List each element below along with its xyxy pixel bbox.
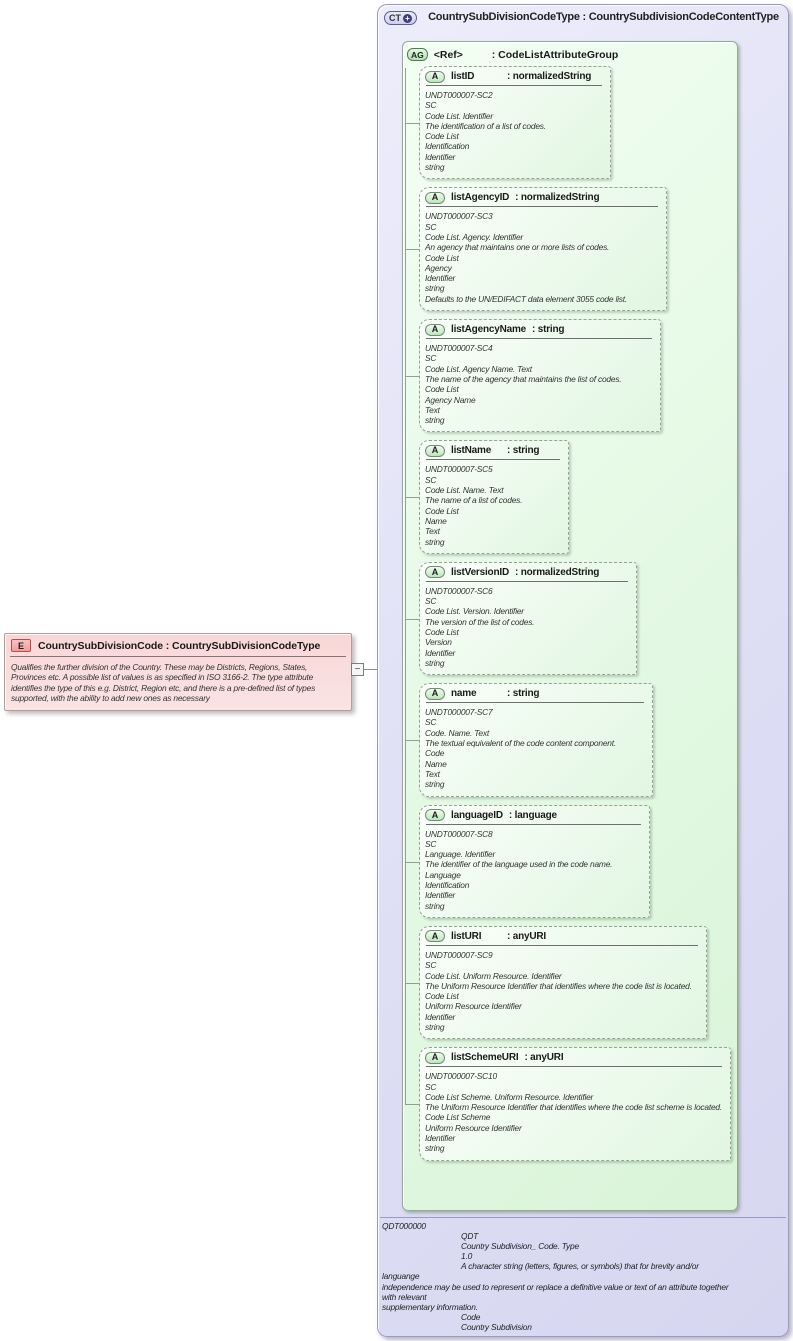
attribute-detail-line: Name (425, 515, 447, 526)
attribute-icon: A (425, 192, 445, 204)
attribute-detail-line: Code List. Uniform Resource. Identifier (425, 970, 562, 981)
tree-connector-stub (405, 376, 419, 377)
attribute-detail-line: Identifier (425, 1011, 456, 1022)
attribute-detail-line: UNDT000007-SC6 (425, 585, 493, 596)
attribute-detail-line: Agency Name (425, 394, 476, 405)
attribute-detail-line: Language. Identifier (425, 849, 496, 860)
attribute-detail-line: Code List (425, 131, 459, 142)
attribute-name: listAgencyID (451, 192, 510, 204)
attribute-group-box[interactable] (402, 41, 738, 1211)
attribute-detail-line: Code List. Name. Text (425, 485, 504, 496)
attribute-detail-line: string (425, 900, 445, 911)
footer-line: languange (382, 1271, 420, 1282)
attribute-detail-line: Language (425, 869, 461, 880)
complex-type-title: CountrySubDivisionCodeType : CountrySubdivisionCodeContentType (428, 11, 779, 23)
attribute-separator (426, 581, 628, 582)
schema-footer (382, 1221, 786, 1332)
attribute-detail-line: The textual equivalent of the code content component. (425, 738, 617, 749)
attribute-details (425, 586, 628, 668)
attribute-detail-line: The name of a list of codes. (425, 495, 523, 506)
complex-type-header (378, 5, 788, 29)
attribute-detail-line: Code List Scheme (425, 1112, 491, 1123)
element-icon: E (11, 639, 31, 652)
attribute-details (425, 343, 652, 425)
attribute-detail-line: string (425, 536, 445, 547)
attribute-type: : language (508, 809, 557, 821)
attribute-detail-line: UNDT000007-SC8 (425, 828, 493, 839)
footer-line: A character string (letters, figures, or symbols) that for brevity and/or (461, 1261, 699, 1272)
footer-line: independence may be used to represent or replace a definitive value or text of an attribute together (382, 1281, 729, 1292)
footer-line: 1.0 (461, 1251, 473, 1262)
attribute-name: name (451, 688, 477, 700)
attribute-separator (426, 945, 698, 946)
attribute-name: listAgencyName (451, 324, 527, 336)
attribute-detail-line: string (425, 162, 445, 173)
attribute-detail-line: Agency (425, 262, 452, 273)
attribute-title-row (425, 930, 698, 943)
attribute-detail-line: The version of the list of codes. (425, 616, 535, 627)
attribute-separator (426, 85, 602, 86)
attribute-details (425, 464, 560, 546)
attribute-title-row (425, 1051, 722, 1064)
attribute-box-listName[interactable] (419, 440, 569, 553)
element-type-connector-line (363, 669, 378, 670)
attribute-icon: A (425, 688, 445, 700)
tree-connector-trunk (405, 68, 406, 1104)
attribute-icon: A (425, 71, 445, 83)
footer-line: with relevant (382, 1291, 427, 1302)
element-box-country-sub-division-code[interactable] (4, 633, 352, 711)
attribute-name: languageID (451, 809, 503, 821)
attribute-detail-line: UNDT000007-SC10 (425, 1071, 497, 1082)
attribute-detail-line: string (425, 657, 445, 668)
attribute-detail-line: UNDT000007-SC5 (425, 464, 493, 475)
attribute-type: : anyURI (524, 1052, 564, 1064)
element-description: Qualifies the further division of the Country. These may be Districts, Regions, States, Provinces etc. A possible list of values is as specified in ISO 3166-2. The type attribute identifies the type of this e.g. District, Region etc, and there is a pre-defined list of types supported, with the ability to add new ones as necessary (11, 662, 316, 703)
complex-type-box[interactable] (377, 4, 789, 1337)
attribute-detail-line: Code (425, 748, 445, 759)
tree-connector-stub (405, 123, 419, 124)
attribute-detail-line: Code List (425, 505, 459, 516)
attribute-detail-line: SC (425, 838, 437, 849)
attribute-detail-line: Text (425, 526, 440, 537)
attribute-separator (426, 338, 652, 339)
attribute-separator (426, 824, 641, 825)
footer-separator (380, 1217, 786, 1218)
attribute-separator (426, 702, 644, 703)
attribute-group-body (403, 66, 737, 1161)
attribute-name: listVersionID (451, 566, 509, 578)
tree-connector-stub (405, 249, 419, 250)
attribute-detail-line: Name (425, 758, 447, 769)
attribute-box-listSchemeURI[interactable] (419, 1047, 731, 1160)
attribute-icon: A (425, 445, 445, 457)
attribute-detail-line: string (425, 1022, 445, 1032)
attribute-details (425, 950, 698, 1032)
attribute-detail-line: UNDT000007-SC9 (425, 949, 493, 960)
footer-line: Country Subdivision_ Code. Type (461, 1241, 579, 1252)
attribute-detail-line: The identification of a list of codes. (425, 120, 546, 131)
attribute-details (425, 829, 641, 911)
attribute-separator (426, 1066, 722, 1067)
attribute-title-row (425, 323, 652, 336)
attribute-detail-line: Text (425, 768, 440, 779)
attribute-detail-line: Version (425, 637, 452, 648)
attribute-detail-line: Code List (425, 252, 459, 263)
attribute-separator (426, 206, 658, 207)
complex-type-icon-label: CT (389, 13, 401, 23)
attribute-title-row (425, 809, 641, 822)
attribute-type: : normalizedString (515, 192, 600, 204)
tree-connector-stub (405, 740, 419, 741)
tree-connector-stub (405, 497, 419, 498)
attribute-detail-line: UNDT000007-SC2 (425, 90, 493, 100)
attribute-detail-line: The Uniform Resource Identifier that identifies where the code list is located. (425, 980, 692, 991)
attribute-detail-line: Identifier (425, 273, 456, 284)
attribute-detail-line: UNDT000007-SC4 (425, 343, 493, 354)
attribute-title-row (425, 687, 644, 700)
attribute-detail-line: SC (425, 100, 437, 111)
footer-line: QDT (461, 1231, 479, 1242)
attribute-detail-line: SC (425, 353, 437, 364)
attribute-box-listID[interactable] (419, 66, 611, 179)
attribute-name: listSchemeURI (451, 1052, 519, 1064)
attribute-detail-line: An agency that maintains one or more lists of codes. (425, 242, 610, 253)
attribute-box-listAgencyID[interactable] (419, 187, 667, 311)
attribute-type: : normalizedString (507, 71, 592, 82)
attribute-detail-line: Uniform Resource Identifier (425, 1122, 522, 1133)
attribute-detail-line: SC (425, 717, 437, 728)
footer-line: Country Subdivision (461, 1321, 532, 1332)
attribute-icon: A (425, 809, 445, 821)
collapse-toggle[interactable]: − (351, 663, 364, 676)
attribute-detail-line: Uniform Resource Identifier (425, 1001, 522, 1012)
attribute-detail-line: Identification (425, 141, 470, 152)
attribute-details (425, 1071, 722, 1153)
complex-type-icon (384, 11, 417, 25)
attribute-details (425, 90, 602, 172)
tree-connector-stub (405, 1104, 419, 1105)
attribute-detail-line: SC (425, 1081, 437, 1092)
attribute-title-row (425, 444, 560, 457)
attribute-detail-line: Text (425, 404, 440, 415)
footer-lines (382, 1231, 786, 1332)
attribute-detail-line: The name of the agency that maintains the list of codes. (425, 373, 622, 384)
attribute-detail-line: Code List. Version. Identifier (425, 606, 524, 617)
attribute-detail-line: Code List. Identifier (425, 110, 493, 121)
attribute-detail-line: string (425, 283, 445, 294)
attribute-detail-line: SC (425, 596, 437, 607)
element-header (5, 634, 351, 655)
attribute-detail-line: UNDT000007-SC3 (425, 211, 493, 222)
attribute-title-row (425, 191, 658, 204)
attribute-type: : string (507, 688, 540, 700)
attribute-detail-line: Code List (425, 991, 459, 1002)
attribute-icon: A (425, 930, 445, 942)
attribute-detail-line: UNDT000007-SC7 (425, 707, 493, 718)
attribute-detail-line: Identification (425, 880, 470, 891)
attribute-detail-line: The Uniform Resource Identifier that identifies where the code list scheme is located. (425, 1102, 723, 1113)
attribute-icon: A (425, 566, 445, 578)
footer-line: Code (461, 1311, 481, 1322)
attribute-details (425, 707, 644, 789)
attribute-details (425, 211, 658, 304)
attribute-group-header (403, 42, 737, 66)
element-separator (10, 656, 346, 657)
attribute-group-name: <Ref> (433, 48, 463, 61)
attribute-detail-line: Code List. Agency. Identifier (425, 231, 524, 242)
attribute-box-name[interactable] (419, 683, 653, 796)
attribute-detail-line: Code. Name. Text (425, 727, 489, 738)
attribute-box-listAgencyName[interactable] (419, 319, 661, 432)
attribute-box-listVersionID[interactable] (419, 562, 637, 675)
attribute-detail-line: Identifier (425, 647, 456, 658)
attribute-type: : normalizedString (514, 566, 600, 578)
attribute-icon: A (425, 324, 445, 336)
element-title: CountrySubDivisionCode : CountrySubDivisionCodeType (38, 639, 321, 652)
attribute-group-type: : CodeListAttributeGroup (491, 48, 619, 61)
plus-icon: + (403, 14, 412, 23)
attribute-detail-line: SC (425, 960, 437, 971)
attribute-detail-line: Identifier (425, 890, 456, 901)
attribute-detail-line: Defaults to the UN/EDIFACT data element 3055 code list. (425, 293, 628, 304)
attribute-name: listName (451, 445, 492, 457)
attribute-name: listID (451, 71, 475, 82)
attribute-detail-line: string (425, 779, 445, 790)
attribute-type: : string (507, 445, 540, 457)
attribute-detail-line: string (425, 415, 445, 426)
attribute-detail-line: Code List Scheme. Uniform Resource. Identifier (425, 1091, 594, 1102)
attribute-detail-line: Code List (425, 626, 459, 637)
attribute-detail-line: Identifier (425, 1133, 456, 1144)
tree-connector-stub (405, 619, 419, 620)
attribute-detail-line: Code List (425, 384, 459, 395)
attribute-detail-line: The identifier of the language used in the code name. (425, 859, 613, 870)
attribute-icon: A (425, 1052, 445, 1064)
attribute-detail-line: Code List. Agency Name. Text (425, 363, 532, 374)
attribute-type: : anyURI (507, 930, 546, 942)
footer-line: supplementary information. (382, 1301, 478, 1312)
attribute-box-listURI[interactable] (419, 926, 707, 1039)
attribute-name: listURI (451, 930, 482, 942)
attribute-title-row (425, 566, 628, 579)
tree-connector-stub (405, 862, 419, 863)
attribute-type: : string (532, 324, 565, 336)
attribute-group-icon: AG (407, 48, 428, 61)
attribute-detail-line: SC (425, 474, 437, 485)
attribute-detail-line: Identifier (425, 151, 456, 162)
attribute-separator (426, 459, 560, 460)
attribute-box-languageID[interactable] (419, 805, 650, 918)
attribute-title-row (425, 70, 602, 83)
attribute-detail-line: SC (425, 221, 437, 232)
tree-connector-stub (405, 983, 419, 984)
footer-code: QDT000000 (382, 1221, 426, 1231)
attribute-detail-line: string (425, 1143, 445, 1154)
